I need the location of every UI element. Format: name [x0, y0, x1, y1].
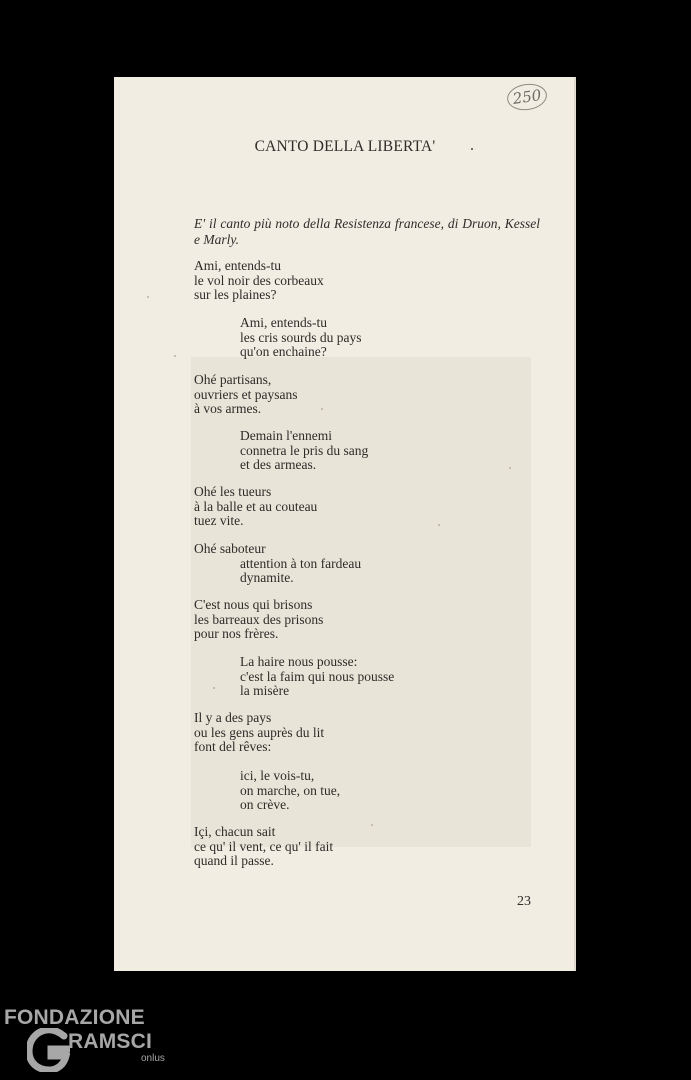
verse-line: ici, le vois-tu,	[240, 768, 315, 783]
verse-line: on marche, on tue,	[240, 782, 341, 798]
paper-speck	[371, 824, 373, 826]
fondazione-gramsci-logo	[4, 1006, 174, 1076]
g-logo-mark	[27, 1028, 70, 1072]
verse-line: tuez vite.	[194, 513, 244, 529]
ink-dot	[471, 148, 473, 150]
intro-paragraph: E' il canto più noto della Resistenza francese, di Druon, Kessel e Marly.	[194, 216, 540, 247]
paper-speck	[509, 467, 511, 469]
verse-line: pour nos frères.	[194, 626, 279, 642]
verse-line: attention à ton fardeau	[240, 555, 362, 571]
paper-speck	[213, 687, 215, 689]
verse-line: Içi, chacun sait	[194, 824, 276, 839]
page-edge	[574, 77, 576, 971]
verse-line: le vol noir des corbeaux	[194, 272, 324, 288]
stanza-1	[194, 259, 514, 303]
verse-line: ouvriers et paysans	[194, 386, 298, 402]
stanza-3	[194, 373, 514, 417]
verse-line: Ohé les tueurs	[194, 484, 272, 499]
verse-line: on crève.	[240, 797, 290, 813]
stanza-6	[194, 542, 514, 586]
verse-line: quand il passe.	[194, 853, 274, 869]
verse-line: C'est nous qui brisons	[194, 597, 313, 612]
stanza-5	[194, 485, 514, 529]
scanned-document-page	[114, 77, 576, 971]
verse-line: les barreaux des prisons	[194, 611, 324, 627]
stanza-8	[240, 655, 560, 699]
verse-line: et des armeas.	[240, 457, 317, 473]
paper-speck	[321, 408, 323, 410]
verse-line: Ami, entends-tu	[194, 258, 281, 273]
page-title: CANTO DELLA LIBERTA'	[254, 138, 436, 155]
verse-line: ou les gens auprès du lit	[194, 724, 325, 740]
verse-line: c'est la faim qui nous pousse	[240, 668, 395, 684]
stanza-7	[194, 598, 514, 642]
verse-line: Il y a des pays	[194, 710, 272, 725]
stanza-9	[194, 711, 514, 755]
verse-line: à la balle et au couteau	[194, 498, 318, 514]
stanza-10	[240, 769, 560, 813]
verse-line: sur les plaines?	[194, 287, 277, 303]
handwritten-archive-number: 250	[505, 81, 548, 112]
verse-line: la misère	[240, 683, 290, 699]
verse-line: dynamite.	[240, 570, 294, 586]
logo-subtitle: onlus	[141, 1053, 165, 1064]
paper-speck	[174, 355, 176, 357]
paper-speck	[438, 524, 440, 526]
verse-line: La haire nous pousse:	[240, 654, 358, 669]
logo-bottom-text: RAMSCI	[68, 1030, 153, 1053]
verse-line: Ohé saboteur	[194, 541, 266, 556]
verse-line: Demain l'ennemi	[240, 428, 333, 443]
verse-line: connetra le pris du sang	[240, 442, 369, 458]
verse-line: à vos armes.	[194, 401, 262, 417]
verse-line: font del rêves:	[194, 739, 272, 755]
stanza-2	[240, 316, 560, 360]
page-number: 23	[517, 894, 531, 909]
stanza-4	[240, 429, 560, 473]
verse-line: ce qu' il vent, ce qu' il fait	[194, 838, 334, 854]
verse-line: Ami, entends-tu	[240, 315, 327, 330]
verse-line: qu'on enchaine?	[240, 344, 327, 360]
stanza-11	[194, 825, 514, 869]
verse-line: les cris sourds du pays	[240, 329, 362, 345]
verse-line: Ohé partisans,	[194, 372, 272, 387]
logo-top-text: FONDAZIONE	[4, 1006, 145, 1029]
paper-speck	[147, 296, 149, 298]
